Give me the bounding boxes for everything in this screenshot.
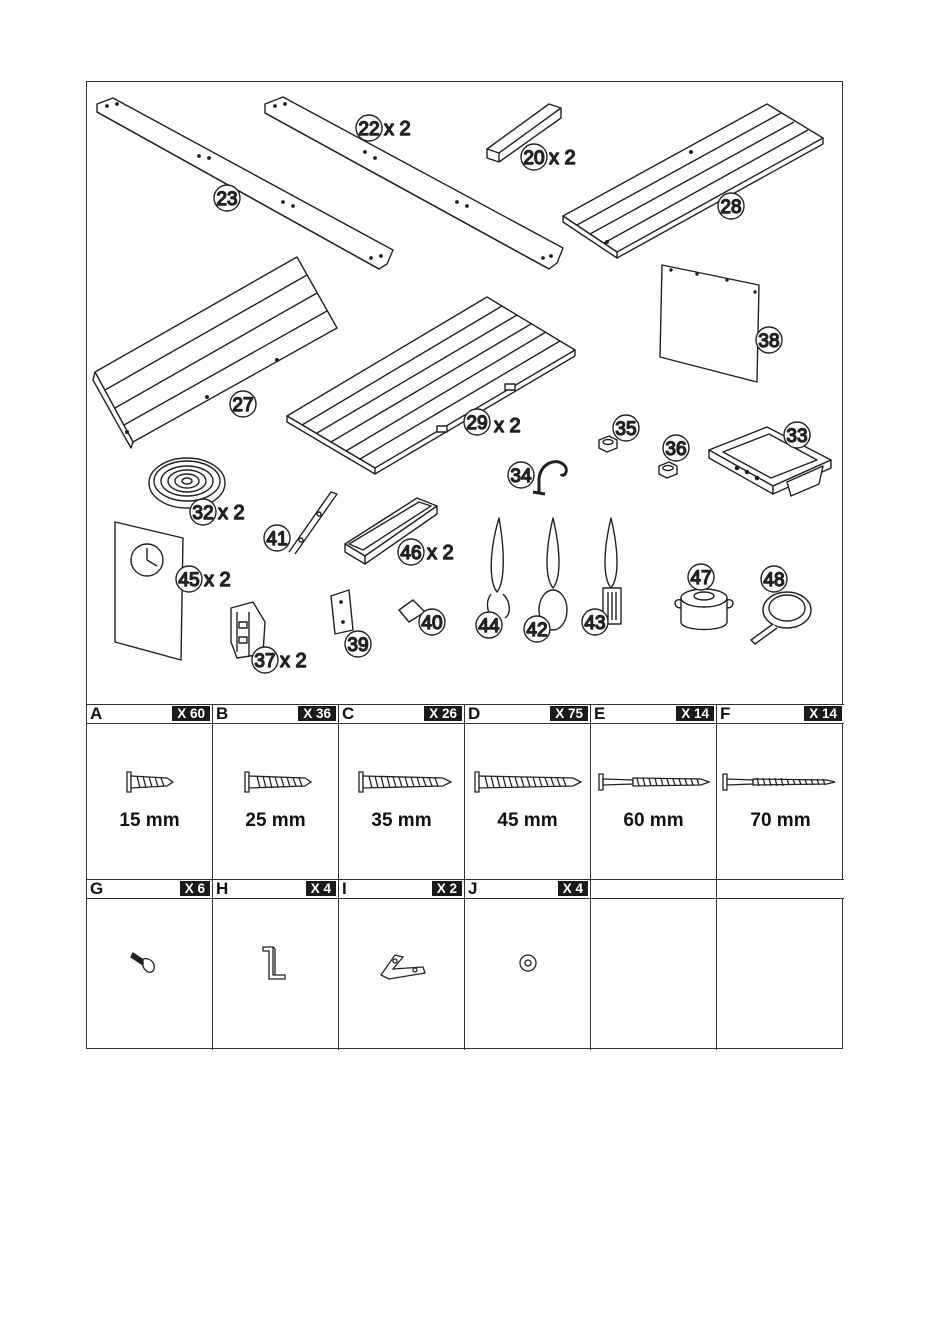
hardware-cell-F bbox=[717, 704, 844, 879]
callout-20 bbox=[521, 144, 576, 170]
hardware-letter: E bbox=[594, 704, 606, 723]
callout-45 bbox=[176, 566, 231, 592]
callout-45-qty: x 2 bbox=[204, 569, 231, 591]
callout-35 bbox=[613, 415, 639, 441]
hardware-table bbox=[87, 704, 844, 1050]
hardware-qty-badge: X 4 bbox=[558, 881, 588, 896]
hardware-cell-header bbox=[339, 879, 464, 899]
hardware-cell-header bbox=[591, 704, 716, 724]
part-32-burner bbox=[149, 458, 225, 508]
callout-47 bbox=[688, 564, 714, 590]
callout-28-number: 28 bbox=[720, 197, 742, 218]
callout-28 bbox=[718, 193, 744, 219]
callout-44-number: 44 bbox=[478, 616, 500, 637]
callout-37-qty: x 2 bbox=[280, 650, 307, 672]
washer-icon bbox=[465, 939, 591, 989]
hardware-qty-badge: X 6 bbox=[180, 881, 210, 896]
part-35-knob bbox=[599, 436, 617, 452]
callout-23 bbox=[214, 185, 240, 211]
callout-48 bbox=[761, 566, 787, 592]
part-28-slatted-panel bbox=[563, 104, 823, 258]
hardware-cell-E bbox=[591, 704, 717, 879]
screw-15mm-icon bbox=[87, 762, 213, 802]
part-43-spatula bbox=[603, 518, 621, 624]
callout-32-qty: x 2 bbox=[218, 502, 245, 524]
callout-41 bbox=[264, 525, 290, 551]
callout-43 bbox=[582, 609, 608, 635]
part-45-panel bbox=[115, 522, 183, 660]
part-33-sink bbox=[709, 427, 831, 496]
hardware-size: 70 mm bbox=[750, 810, 811, 831]
hardware-cell-header bbox=[87, 704, 212, 724]
callout-43-number: 43 bbox=[584, 613, 606, 634]
hardware-cell-B bbox=[213, 704, 339, 879]
hardware-qty-badge: X 14 bbox=[804, 706, 842, 721]
screw-45mm-icon bbox=[465, 762, 591, 802]
part-41-rail bbox=[289, 492, 337, 554]
hardware-letter: J bbox=[468, 879, 478, 898]
callout-44 bbox=[476, 612, 502, 638]
callout-22 bbox=[356, 115, 411, 141]
hardware-cell-empty-2 bbox=[717, 879, 844, 1050]
callout-33 bbox=[784, 422, 810, 448]
hardware-qty-badge: X 26 bbox=[424, 706, 462, 721]
hardware-size: 35 mm bbox=[371, 810, 432, 831]
z-bracket-icon bbox=[213, 939, 339, 989]
callout-36 bbox=[663, 435, 689, 461]
callout-37 bbox=[252, 647, 307, 673]
part-23-board bbox=[97, 98, 393, 269]
callout-32 bbox=[190, 499, 245, 525]
callout-39-number: 39 bbox=[347, 635, 369, 656]
hardware-letter: B bbox=[216, 704, 229, 723]
hardware-cell-header bbox=[717, 879, 844, 899]
hardware-qty-badge: X 14 bbox=[676, 706, 714, 721]
hardware-cell-header bbox=[717, 704, 844, 724]
hardware-letter: G bbox=[90, 879, 104, 898]
callout-46-number: 46 bbox=[400, 543, 422, 564]
screw-70mm-icon bbox=[717, 762, 843, 802]
callout-41-number: 41 bbox=[266, 529, 288, 550]
callout-48-number: 48 bbox=[763, 570, 785, 591]
hardware-qty-badge: X 4 bbox=[306, 881, 336, 896]
callout-22-number: 22 bbox=[358, 119, 380, 140]
screw-25mm-icon bbox=[213, 762, 339, 802]
callout-42-number: 42 bbox=[526, 620, 548, 641]
hardware-letter: C bbox=[342, 704, 355, 723]
callout-36-number: 36 bbox=[665, 439, 687, 460]
screw-60mm-icon bbox=[591, 762, 717, 802]
callout-35-number: 35 bbox=[615, 419, 637, 440]
callout-23-number: 23 bbox=[216, 189, 238, 210]
callout-29-number: 29 bbox=[466, 413, 488, 434]
part-39-plate bbox=[331, 590, 353, 634]
hardware-cell-header bbox=[465, 704, 590, 724]
hardware-qty-badge: X 36 bbox=[298, 706, 336, 721]
callout-27-number: 27 bbox=[232, 395, 254, 416]
hardware-letter: I bbox=[342, 879, 347, 898]
hardware-cell-header bbox=[465, 879, 590, 899]
callout-34-number: 34 bbox=[510, 466, 532, 487]
callout-20-number: 20 bbox=[523, 148, 545, 169]
hardware-cell-header bbox=[213, 704, 338, 724]
part-47-pot bbox=[675, 589, 733, 630]
hardware-letter: D bbox=[468, 704, 481, 723]
angle-bracket-icon bbox=[339, 939, 465, 989]
hardware-size: 45 mm bbox=[497, 810, 558, 831]
hardware-cell-H bbox=[213, 879, 339, 1050]
hardware-cell-header bbox=[213, 879, 338, 899]
hardware-letter: F bbox=[720, 704, 731, 723]
callout-34 bbox=[508, 462, 534, 488]
callout-33-number: 33 bbox=[786, 426, 808, 447]
part-36-knob bbox=[659, 462, 677, 478]
parts-illustration bbox=[87, 82, 844, 704]
hardware-cell-D bbox=[465, 704, 591, 879]
part-38-sheet bbox=[660, 265, 759, 382]
callout-47-number: 47 bbox=[690, 568, 712, 589]
hardware-cell-J bbox=[465, 879, 591, 1050]
hardware-qty-badge: X 2 bbox=[432, 881, 462, 896]
callout-46-qty: x 2 bbox=[427, 542, 454, 564]
callout-38-number: 38 bbox=[758, 331, 780, 352]
hardware-letter: A bbox=[90, 704, 103, 723]
part-44-tongs bbox=[488, 518, 510, 618]
callout-40 bbox=[419, 609, 445, 635]
hardware-cell-header bbox=[591, 879, 716, 899]
bolt-icon bbox=[87, 939, 213, 989]
hardware-cell-A bbox=[87, 704, 213, 879]
part-42-ladle bbox=[539, 518, 567, 630]
hardware-cell-header bbox=[339, 704, 464, 724]
hardware-cell-C bbox=[339, 704, 465, 879]
parts-sheet-frame bbox=[86, 81, 843, 1049]
hardware-letter: H bbox=[216, 879, 229, 898]
hardware-size: 25 mm bbox=[245, 810, 306, 831]
callout-45-number: 45 bbox=[178, 570, 200, 591]
callout-46 bbox=[398, 539, 454, 565]
callout-37-number: 37 bbox=[254, 651, 276, 672]
hardware-cell-I bbox=[339, 879, 465, 1050]
callout-42 bbox=[524, 616, 550, 642]
screw-35mm-icon bbox=[339, 762, 465, 802]
part-34-faucet bbox=[533, 462, 566, 494]
hardware-cell-G bbox=[87, 879, 213, 1050]
hardware-qty-badge: X 75 bbox=[550, 706, 588, 721]
callout-40-number: 40 bbox=[421, 613, 443, 634]
callout-22-qty: x 2 bbox=[384, 118, 411, 140]
callout-27 bbox=[230, 391, 256, 417]
hardware-size: 60 mm bbox=[623, 810, 684, 831]
part-48-pan bbox=[751, 592, 811, 644]
callout-29 bbox=[464, 409, 521, 437]
hardware-qty-badge: X 60 bbox=[172, 706, 210, 721]
hardware-cell-empty-1 bbox=[591, 879, 717, 1050]
callout-29-qty: x 2 bbox=[494, 415, 521, 437]
callout-32-number: 32 bbox=[192, 503, 214, 524]
part-22-board bbox=[265, 97, 563, 269]
hardware-size: 15 mm bbox=[119, 810, 180, 831]
callout-38 bbox=[756, 327, 782, 353]
hardware-cell-header bbox=[87, 879, 212, 899]
callout-39 bbox=[345, 631, 371, 657]
callout-20-qty: x 2 bbox=[549, 147, 576, 169]
